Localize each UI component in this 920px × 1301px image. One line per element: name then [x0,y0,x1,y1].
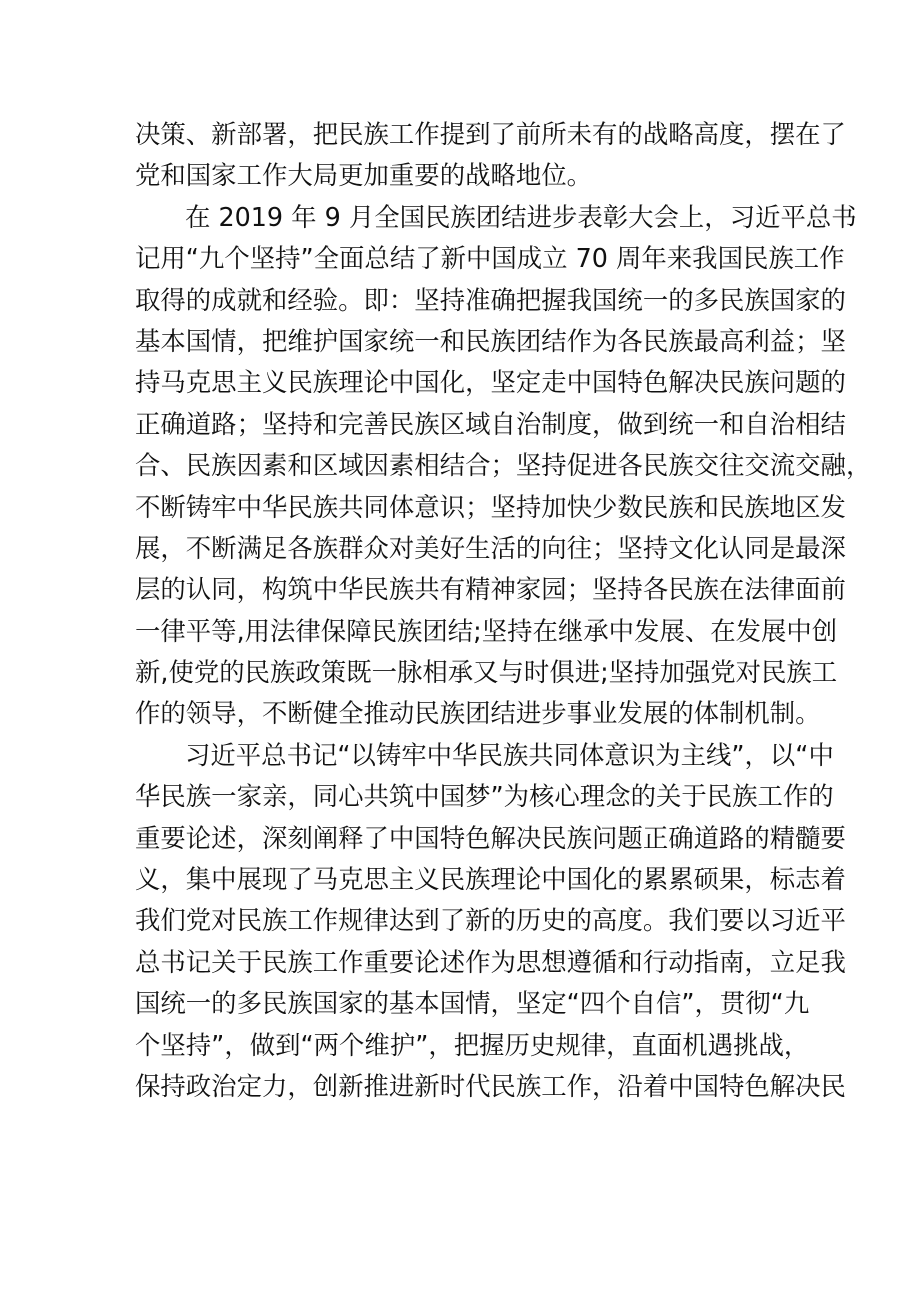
text-line: 个坚持”，做到“两个维护”，把握历史规律，直面机遇挑战， [135,1029,810,1060]
text-line: 新,使党的民族政策既一脉相承又与时俱进;坚持加强党对民族工 [135,657,838,688]
text-line: 合、民族因素和区域因素相结合；坚持促进各民族交往交流交融， [135,450,872,481]
text-line: 持马克思主义民族理论中国化，坚定走中国特色解决民族问题的 [135,367,846,398]
text-line: 保持政治定力，创新推进新时代民族工作，沿着中国特色解决民 [135,1070,846,1101]
text-line: 党和国家工作大局更加重要的战略地位。 [135,160,593,191]
text-line: 重要论述，深刻阐释了中国特色解决民族问题正确道路的精髓要 [135,822,846,853]
text-line: 习近平总书记“以铸牢中华民族共同体意识为主线”，以“中 [185,739,834,770]
text-line: 总书记关于民族工作重要论述作为思想遵循和行动指南，立足我 [135,946,846,977]
text-line: 在 2019 年 9 月全国民族团结进步表彰大会上，习近平总书 [185,201,857,232]
text-line: 决策、新部署，把民族工作提到了前所未有的战略高度，摆在了 [135,119,846,149]
text-line: 国统一的多民族国家的基本国情，坚定“四个自信”，贯彻“九 [135,988,810,1019]
text-line: 不断铸牢中华民族共同体意识；坚持加快少数民族和民族地区发 [135,491,846,522]
text-line: 取得的成就和经验。即：坚持准确把握我国统一的多民族国家的 [135,284,846,315]
text-line: 我们党对民族工作规律达到了新的历史的高度。我们要以习近平 [135,905,846,936]
text-line: 基本国情，把维护国家统一和民族团结作为各民族最高利益；坚 [135,325,846,356]
body-text [135,114,872,1107]
text-line: 作的领导，不断健全推动民族团结进步事业发展的体制机制。 [135,698,821,729]
text-line: 层的认同，构筑中华民族共有精神家园；坚持各民族在法律面前 [135,574,846,605]
text-line: 一律平等,用法律保障民族团结;坚持在继承中发展、在发展中创 [135,615,838,646]
text-line: 记用“九个坚持”全面总结了新中国成立 70 周年来我国民族工作 [135,243,845,274]
text-line: 华民族一家亲，同心共筑中国梦”为核心理念的关于民族工作的 [135,781,834,812]
text-line: 展，不断满足各族群众对美好生活的向往；坚持文化认同是最深 [135,532,846,563]
text-line: 义，集中展现了马克思主义民族理论中国化的累累硕果，标志着 [135,864,846,895]
text-line: 正确道路；坚持和完善民族区域自治制度，做到统一和自治相结 [135,408,846,439]
